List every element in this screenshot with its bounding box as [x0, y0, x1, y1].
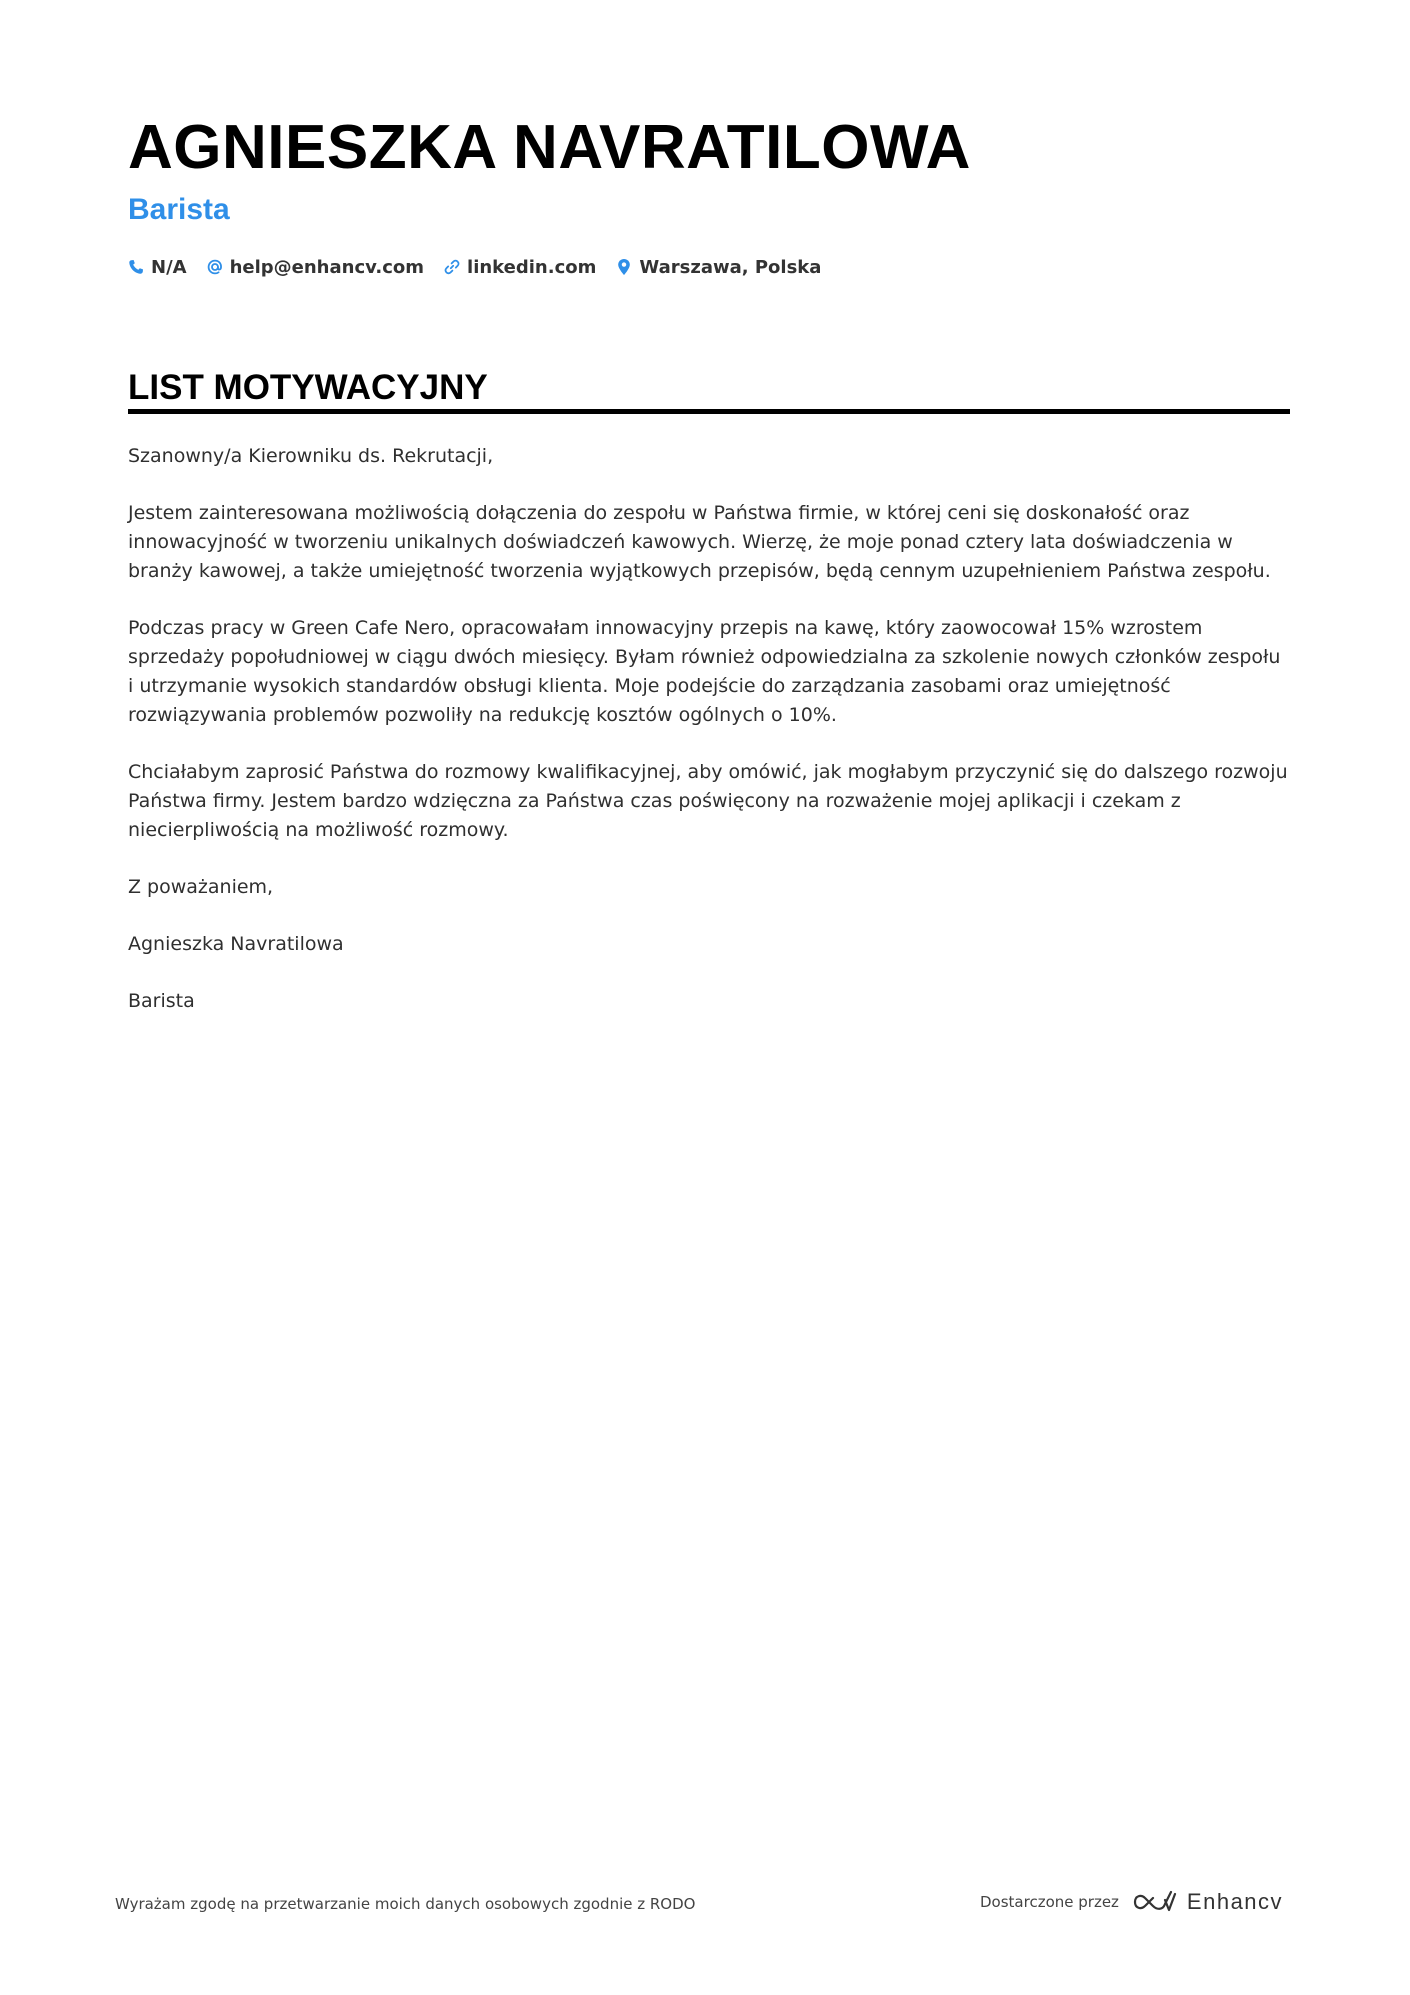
candidate-role: Barista [128, 193, 230, 226]
letter-greeting: Szanowny/a Kierowniku ds. Rekrutacji, [128, 445, 494, 467]
section-title: LIST MOTYWACYJNY [128, 368, 488, 407]
contact-linkedin-text[interactable]: linkedin.com [467, 256, 597, 278]
powered-by-label: Dostarczone przez [980, 1893, 1119, 1911]
contact-linkedin[interactable] [444, 257, 596, 278]
letter-paragraph: Podczas pracy w Green Cafe Nero, opracowałam innowacyjny przepis na kawę, który zaowocował 15% wzrostem sprzedaży popołudniowej w ciągu dwóch miesięcy. Byłam również odpowiedzialna za szkolenie nowych członków zespołu i utrzymanie wysokich standardów obsługi klienta. Moje podejście do zarządzania zasobami oraz umiejętność rozwiązywania problemów pozwoliły na redukcję kosztów ogólnych o 10%. [128, 617, 1281, 726]
signature-name: Agnieszka Navratilowa [128, 933, 344, 955]
signature-role: Barista [128, 990, 195, 1012]
contact-bar [128, 252, 841, 282]
contact-email[interactable] [207, 257, 424, 278]
powered-by[interactable] [980, 1888, 1283, 1916]
contact-phone [128, 257, 187, 278]
contact-email-text[interactable]: help@enhancv.com [229, 256, 425, 278]
gdpr-consent-note: Wyrażam zgodę na przetwarzanie moich danych osobowych zgodnie z RODO [115, 1895, 696, 1913]
candidate-name: AGNIESZKA NAVRATILOWA [128, 113, 971, 182]
contact-location [616, 257, 821, 278]
link-icon [444, 258, 460, 276]
letter-closing: Z poważaniem, [128, 876, 274, 898]
contact-location-text: Warszawa, Polska [639, 256, 822, 278]
enhancv-logo-icon [1131, 1888, 1177, 1916]
at-icon [207, 258, 223, 276]
letter-body [128, 442, 1290, 1044]
enhancv-brand: Enhancv [1186, 1889, 1284, 1914]
section-divider [128, 409, 1290, 414]
contact-phone-text: N/A [151, 256, 187, 278]
phone-icon [128, 258, 144, 276]
location-pin-icon [616, 258, 632, 276]
letter-paragraph: Jestem zainteresowana możliwością dołączenia do zespołu w Państwa firmie, w której ceni się doskonałość oraz innowacyjność w tworzeniu unikalnych doświadczeń kawowych. Wierzę, że moje ponad cztery lata doświadczenia w branży kawowej, a także umiejętność tworzenia wyjątkowych przepisów, będą cennym uzupełnieniem Państwa zespołu. [128, 502, 1271, 582]
letter-paragraph: Chciałabym zaprosić Państwa do rozmowy kwalifikacyjnej, aby omówić, jak mogłabym przyczynić się do dalszego rozwoju Państwa firmy. Jestem bardzo wdzięczna za Państwa czas poświęcony na rozważenie mojej aplikacji i czekam z niecierpliwością na możliwość rozmowy. [128, 761, 1288, 841]
